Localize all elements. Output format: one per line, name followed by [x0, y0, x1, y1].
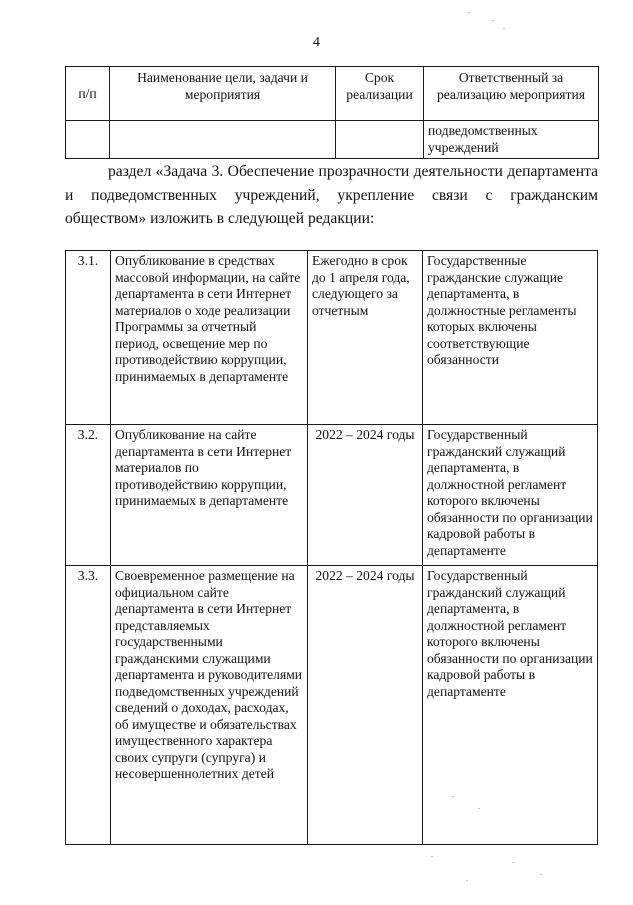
scan-speck — [540, 874, 542, 875]
table-header-fragment — [65, 66, 599, 159]
scan-speck — [503, 28, 505, 29]
row-responsible: Государственные гражданские служащие департамента, в должностные регламенты которых включены соответствующие обязанности — [423, 251, 598, 425]
table-row — [66, 251, 598, 425]
scan-speck — [478, 808, 480, 809]
scan-speck — [468, 12, 470, 13]
intro-paragraph: раздел «Задача 3. Обеспечение прозрачности деятельности департамента и подведомственных учреждений, укрепление связи с гражданским обществом» изложить в следующей редакции: — [65, 163, 598, 227]
amendment-instruction — [65, 160, 598, 231]
table-row — [66, 566, 598, 845]
table-cell — [336, 121, 424, 159]
table-header-row — [66, 67, 599, 121]
scan-speck — [431, 856, 433, 857]
row-term: Ежегодно в срок до 1 апреля года, следующего за отчетным — [308, 251, 423, 425]
row-activity: Опубликование на сайте департамента в сети Интернет материалов по противодействию коррупции, принимаемых в департаменте — [111, 425, 308, 566]
row-activity: Опубликование в средствах массовой информации, на сайте департамента в сети Интернет материалов о ходе реализации Программы за отчетный период, освещение мер по противодействию коррупции, принимаемых в департаменте — [111, 251, 308, 425]
column-header-name: Наименование цели, задачи и мероприятия — [110, 67, 336, 121]
row-term: 2022 – 2024 годы — [308, 425, 423, 566]
row-number: 3.2. — [66, 425, 111, 566]
row-activity: Своевременное размещение на официальном сайте департамента в сети Интернет представляемых государственными гражданскими служащими департамента и руководителями подведомственных учреждений сведений о доходах, расходах, об имуществе и обязательствах имущественного характера своих супруги (супруга) и несовершеннолетних детей — [111, 566, 308, 845]
row-responsible: Государственный гражданский служащий департамента, в должностной регламент которого включены обязанности по организации кадровой работы в департаменте — [423, 566, 598, 845]
scan-speck — [466, 880, 468, 881]
page-number: 4 — [313, 35, 320, 50]
column-header-number: п/п — [66, 67, 110, 121]
table-row-continuation — [66, 121, 599, 159]
column-header-term: Срок реализации — [336, 67, 424, 121]
scan-speck — [512, 862, 514, 863]
table-cell — [66, 121, 110, 159]
table-row — [66, 425, 598, 566]
column-header-responsible: Ответственный за реализацию мероприятия — [424, 67, 599, 121]
row-number: 3.1. — [66, 251, 111, 425]
table-cell — [110, 121, 336, 159]
row-responsible: Государственный гражданский служащий департамента, в должностной регламент которого включены обязанности по организации кадровой работы в департаменте — [423, 425, 598, 566]
task-3-table — [65, 250, 598, 845]
scan-speck — [492, 20, 494, 21]
table-cell-responsible: подведомственных учреждений — [424, 121, 599, 159]
scan-speck — [452, 796, 454, 797]
row-term: 2022 – 2024 годы — [308, 566, 423, 845]
row-number: 3.3. — [66, 566, 111, 845]
